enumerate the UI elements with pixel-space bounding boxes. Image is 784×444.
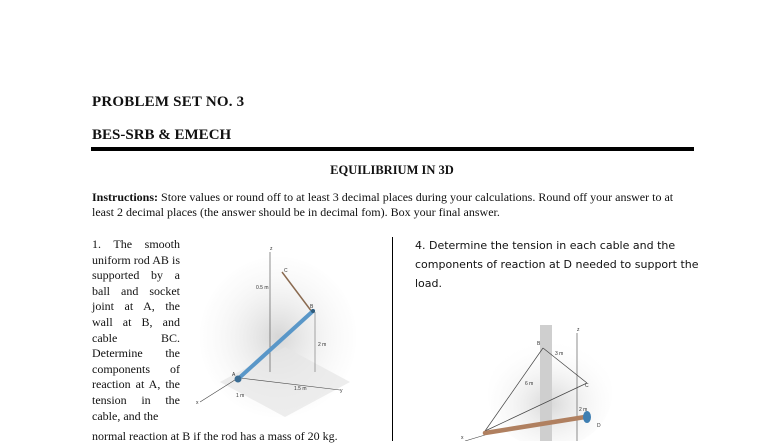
instructions-text: Store values or round off to at least 3 decimal places during your calculations. Round off your answer to at least 2 decimal places (the answer should be in decimal fom). Box your final answer. — [92, 190, 674, 219]
label-y: y — [340, 388, 343, 394]
course-title: BES-SRB & EMECH — [92, 127, 232, 143]
column-divider — [392, 237, 393, 441]
problem-1-text: 1. The smooth uniform rod AB is supported by a ball and socket joint at A, the wall at B, and cable BC. Determine the components of reaction at A, the tension in the cable, and the — [92, 237, 180, 423]
label-3m: 3 m — [555, 351, 564, 357]
label-2m: 2 m — [579, 407, 588, 413]
label-0-5m: 0.5 m — [256, 285, 269, 291]
problem-1-figure — [190, 242, 360, 417]
label-d: D — [597, 423, 601, 429]
label-z: z — [270, 246, 273, 252]
label-x: x — [196, 400, 199, 406]
x-axis — [465, 435, 485, 441]
label-a: A — [232, 372, 236, 378]
problem-4-text: 4. Determine the tension in each cable and the components of reaction at D needed to support the load. — [415, 239, 699, 290]
ball-socket-a — [235, 376, 242, 383]
label-x: x — [461, 435, 464, 441]
problem-set-title: PROBLEM SET NO. 3 — [92, 94, 245, 110]
section-heading: EQUILIBRIUM IN 3D — [330, 163, 454, 177]
label-1m: 1 m — [236, 393, 245, 399]
problem-1-text-tail: normal reaction at B if the rod has a mass of 20 kg. — [92, 429, 338, 443]
label-z: z — [577, 327, 580, 333]
problem-4-figure — [455, 323, 615, 441]
instructions-label: Instructions: — [92, 190, 159, 204]
label-c: C — [284, 268, 288, 274]
label-6m: 6 m — [525, 381, 534, 387]
label-c: C — [585, 383, 589, 389]
label-2m: 2 m — [318, 342, 327, 348]
label-1-5m: 1.5 m — [294, 386, 307, 392]
label-b: B — [310, 304, 314, 310]
label-b: B — [537, 341, 541, 347]
header-divider — [91, 147, 694, 151]
instructions-paragraph — [92, 190, 694, 220]
